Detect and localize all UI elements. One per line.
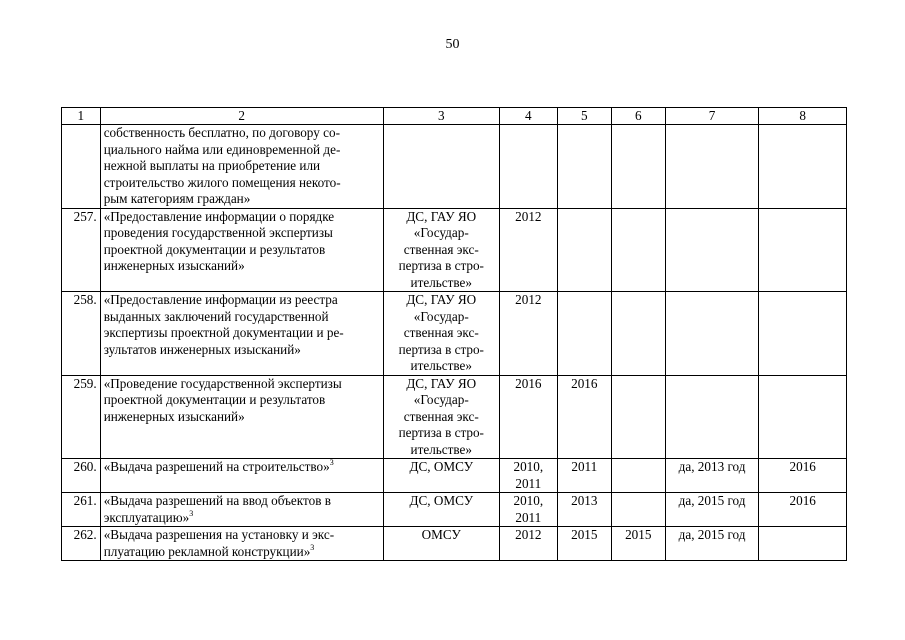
cell-col7: да, 2013 год [665, 459, 759, 493]
cell-service-name [100, 208, 383, 292]
text-line: ительстве» [410, 358, 472, 373]
text-line: экспертизы проектной документации и ре- [103, 325, 344, 340]
cell-col6: 2015 [611, 527, 665, 561]
table-header-row [62, 108, 847, 125]
text-line: «Предоставление информации из реестра [103, 292, 338, 307]
text-line: ОМСУ [421, 527, 461, 542]
text-line: «Выдача разрешений на строительство»$^3$ [103, 458, 334, 474]
cell-col5: 2011 [557, 459, 611, 493]
text-line: нежной выплаты на приобретение или [103, 158, 321, 173]
text-line: «Государ- [413, 225, 469, 240]
text-line: ственная экс- [403, 241, 479, 257]
cell-col6 [611, 493, 665, 527]
cell-col5: 2015 [557, 527, 611, 561]
footnote-marker: 3 [310, 542, 315, 552]
text-line: ительстве» [410, 441, 472, 457]
cell-col5: 2016 [557, 375, 611, 459]
text-line: проектной документации и результатов [103, 392, 326, 407]
cell-service-name [100, 527, 383, 561]
table-row [62, 292, 847, 376]
cell-col4 [499, 527, 557, 561]
text-line: проведения государственной экспертизы [103, 225, 333, 240]
text-line: 2012 [515, 208, 542, 224]
cell-col7 [665, 292, 759, 376]
header-cell: 4 [499, 108, 557, 125]
cell-organization [383, 125, 499, 209]
header-cell: 6 [611, 108, 665, 125]
header-cell: 5 [557, 108, 611, 125]
text-line: «Государ- [413, 308, 469, 324]
cell-col7: да, 2015 год [665, 527, 759, 561]
cell-number [62, 125, 101, 209]
cell-col8 [759, 527, 847, 561]
cell-col4 [499, 493, 557, 527]
cell-number: 257. [62, 208, 101, 292]
text-line: строительство жилого помещения некото- [103, 174, 341, 190]
header-cell: 1 [62, 108, 101, 125]
text-line: 2011 [515, 475, 542, 491]
page-number: 50 [445, 37, 460, 52]
cell-col4 [499, 125, 557, 209]
text-line: ДС, ГАУ ЯО [406, 375, 477, 391]
cell-service-name [100, 375, 383, 459]
footnote-marker: 3 [189, 508, 194, 518]
header-cell: 8 [759, 108, 847, 125]
cell-number: 261. [62, 493, 101, 527]
cell-col8 [759, 375, 847, 459]
cell-organization [383, 208, 499, 292]
cell-col5: 2013 [557, 493, 611, 527]
text-line: «Предоставление информации о порядке [103, 208, 335, 224]
cell-col6 [611, 208, 665, 292]
cell-number: 262. [62, 527, 101, 561]
table-row [62, 527, 847, 561]
cell-number: 259. [62, 375, 101, 459]
header-cell: 7 [665, 108, 759, 125]
cell-col6 [611, 459, 665, 493]
cell-number: 260. [62, 459, 101, 493]
text-line: 2010, [513, 459, 544, 474]
text-line: 2010, [513, 493, 544, 508]
text-line: «Выдача разрешений на ввод объектов в [103, 493, 331, 508]
cell-col8 [759, 292, 847, 376]
cell-col8 [759, 125, 847, 209]
cell-col7: да, 2015 год [665, 493, 759, 527]
text-line: ственная экс- [403, 325, 479, 340]
cell-service-name [100, 459, 383, 493]
cell-col8 [759, 208, 847, 292]
text-line: рым категориям граждан» [103, 191, 251, 206]
cell-col5 [557, 125, 611, 209]
cell-col7 [665, 375, 759, 459]
text-line: «Государ- [413, 392, 469, 407]
cell-organization [383, 375, 499, 459]
text-line: ительстве» [410, 274, 472, 290]
text-line: зультатов инженерных изысканий» [103, 341, 301, 357]
cell-col6 [611, 125, 665, 209]
text-line: собственность бесплатно, по договору со- [103, 125, 340, 140]
text-line: инженерных изысканий» [103, 408, 245, 424]
cell-col7 [665, 208, 759, 292]
text-line: пертиза в стро- [398, 425, 484, 440]
cell-organization [383, 459, 499, 493]
text-line: ственная экс- [403, 408, 479, 424]
text-line: инженерных изысканий» [103, 258, 245, 273]
cell-col8: 2016 [759, 493, 847, 527]
header-cell: 2 [100, 108, 383, 125]
cell-col8: 2016 [759, 459, 847, 493]
cell-col4 [499, 208, 557, 292]
cell-col4 [499, 459, 557, 493]
text-line: эксплуатацию»$^3$ [103, 508, 194, 525]
cell-number: 258. [62, 292, 101, 376]
text-line: «Выдача разрешения на установку и экс- [103, 527, 335, 542]
table-row [62, 208, 847, 292]
table-row [62, 459, 847, 493]
text-line: ДС, ГАУ ЯО [406, 208, 477, 224]
text-line: 2012 [515, 527, 542, 542]
text-line: «Проведение государственной экспертизы [103, 375, 342, 391]
cell-col7 [665, 125, 759, 209]
text-line: пертиза в стро- [398, 341, 484, 357]
cell-organization [383, 527, 499, 561]
text-line: ДС, ОМСУ [409, 459, 474, 474]
footnote-marker: 3 [329, 458, 334, 467]
cell-service-name [100, 125, 383, 209]
cell-organization [383, 292, 499, 376]
cell-service-name [100, 292, 383, 376]
cell-col4 [499, 292, 557, 376]
table-row [62, 493, 847, 527]
text-line: плуатацию рекламной конструкции»$^3$ [103, 542, 315, 559]
cell-col6 [611, 292, 665, 376]
text-line: циального найма или единовременной де- [103, 141, 341, 157]
cell-col4 [499, 375, 557, 459]
text-line: ДС, ОМСУ [409, 493, 474, 508]
table-row [62, 375, 847, 459]
text-line: выданных заключений государственной [103, 308, 329, 324]
cell-service-name [100, 493, 383, 527]
text-line: проектной документации и результатов [103, 241, 326, 257]
cell-col5 [557, 208, 611, 292]
text-line: 2012 [515, 292, 542, 307]
text-line: пертиза в стро- [398, 258, 484, 273]
cell-organization [383, 493, 499, 527]
table-row-continuation [62, 125, 847, 209]
text-line: 2011 [515, 509, 542, 525]
text-line: 2016 [515, 375, 542, 391]
text-line: ДС, ГАУ ЯО [406, 292, 477, 307]
services-table [61, 107, 847, 561]
header-cell: 3 [383, 108, 499, 125]
cell-col5 [557, 292, 611, 376]
cell-col6 [611, 375, 665, 459]
